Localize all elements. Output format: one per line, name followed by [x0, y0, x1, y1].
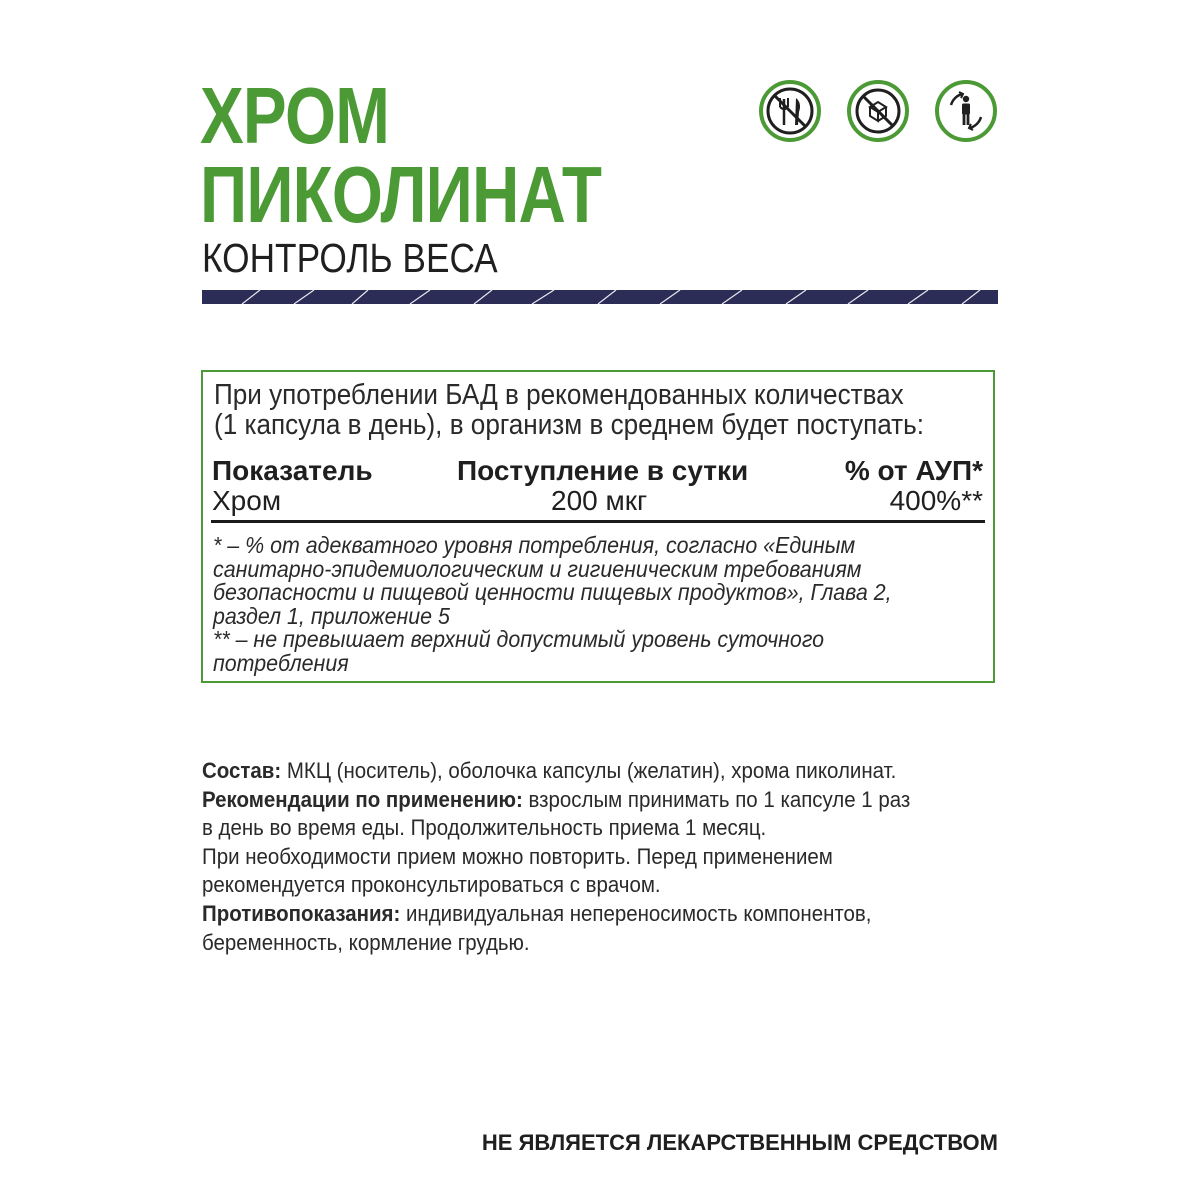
- product-title-line1: ХРОМ: [200, 71, 390, 160]
- composition-line: Состав: МКЦ (носитель), оболочка капсулы (желатин), хрома пиколинат.: [202, 758, 897, 783]
- intake-intro: При употреблении БАД в рекомендованных количествах (1 капсула в день), в организм в среднем будет поступать:: [214, 379, 924, 441]
- recommendations-line4: рекомендуется проконсультироваться с врачом.: [202, 872, 661, 898]
- decorative-stripe: [202, 290, 998, 304]
- table-divider: [211, 520, 985, 523]
- person-cycle-icon: [934, 79, 998, 143]
- footnotes: * – % от адекватного уровня потребления, согласно «Единым санитарно-эпидемиологическим и гигиеническим требованиям безопасности и пищевой ценности пищевых продуктов», Глава 2, раздел 1, приложение 5 ** – не превышает верхний допустимый уровень суточного потребления: [213, 532, 892, 676]
- recommendations-line3: При необходимости прием можно повторить. Перед применением: [202, 843, 833, 869]
- table-header-percent: % от АУП*: [844, 455, 983, 486]
- intake-info-box: [201, 370, 995, 683]
- no-sugar-icon: [846, 79, 910, 143]
- table-header-indicator: Показатель: [212, 455, 373, 486]
- table-header-daily-intake: Поступление в сутки: [457, 455, 749, 486]
- not-a-medicine-disclaimer: НЕ ЯВЛЯЕТСЯ ЛЕКАРСТВЕННЫМ СРЕДСТВОМ: [481, 1130, 998, 1155]
- recommendations-line2: в день во время еды. Продолжительность приема 1 месяц.: [202, 815, 767, 841]
- product-subtitle: КОНТРОЛЬ ВЕСА: [202, 235, 498, 281]
- product-title-line2: ПИКОЛИНАТ: [200, 150, 602, 239]
- contraindications-line1: Противопоказания: индивидуальная непереносимость компонентов,: [202, 900, 872, 926]
- table-cell-daily-intake: 200 мкг: [551, 485, 648, 516]
- recommendations-line1: Рекомендации по применению: взрослым принимать по 1 капсуле 1 раз: [202, 786, 911, 812]
- table-cell-percent: 400%**: [889, 485, 983, 516]
- contraindications-line2: беременность, кормление грудью.: [202, 929, 530, 955]
- no-fork-knife-icon: [758, 79, 822, 143]
- table-cell-indicator: Хром: [212, 485, 282, 516]
- product-description: [202, 757, 993, 957]
